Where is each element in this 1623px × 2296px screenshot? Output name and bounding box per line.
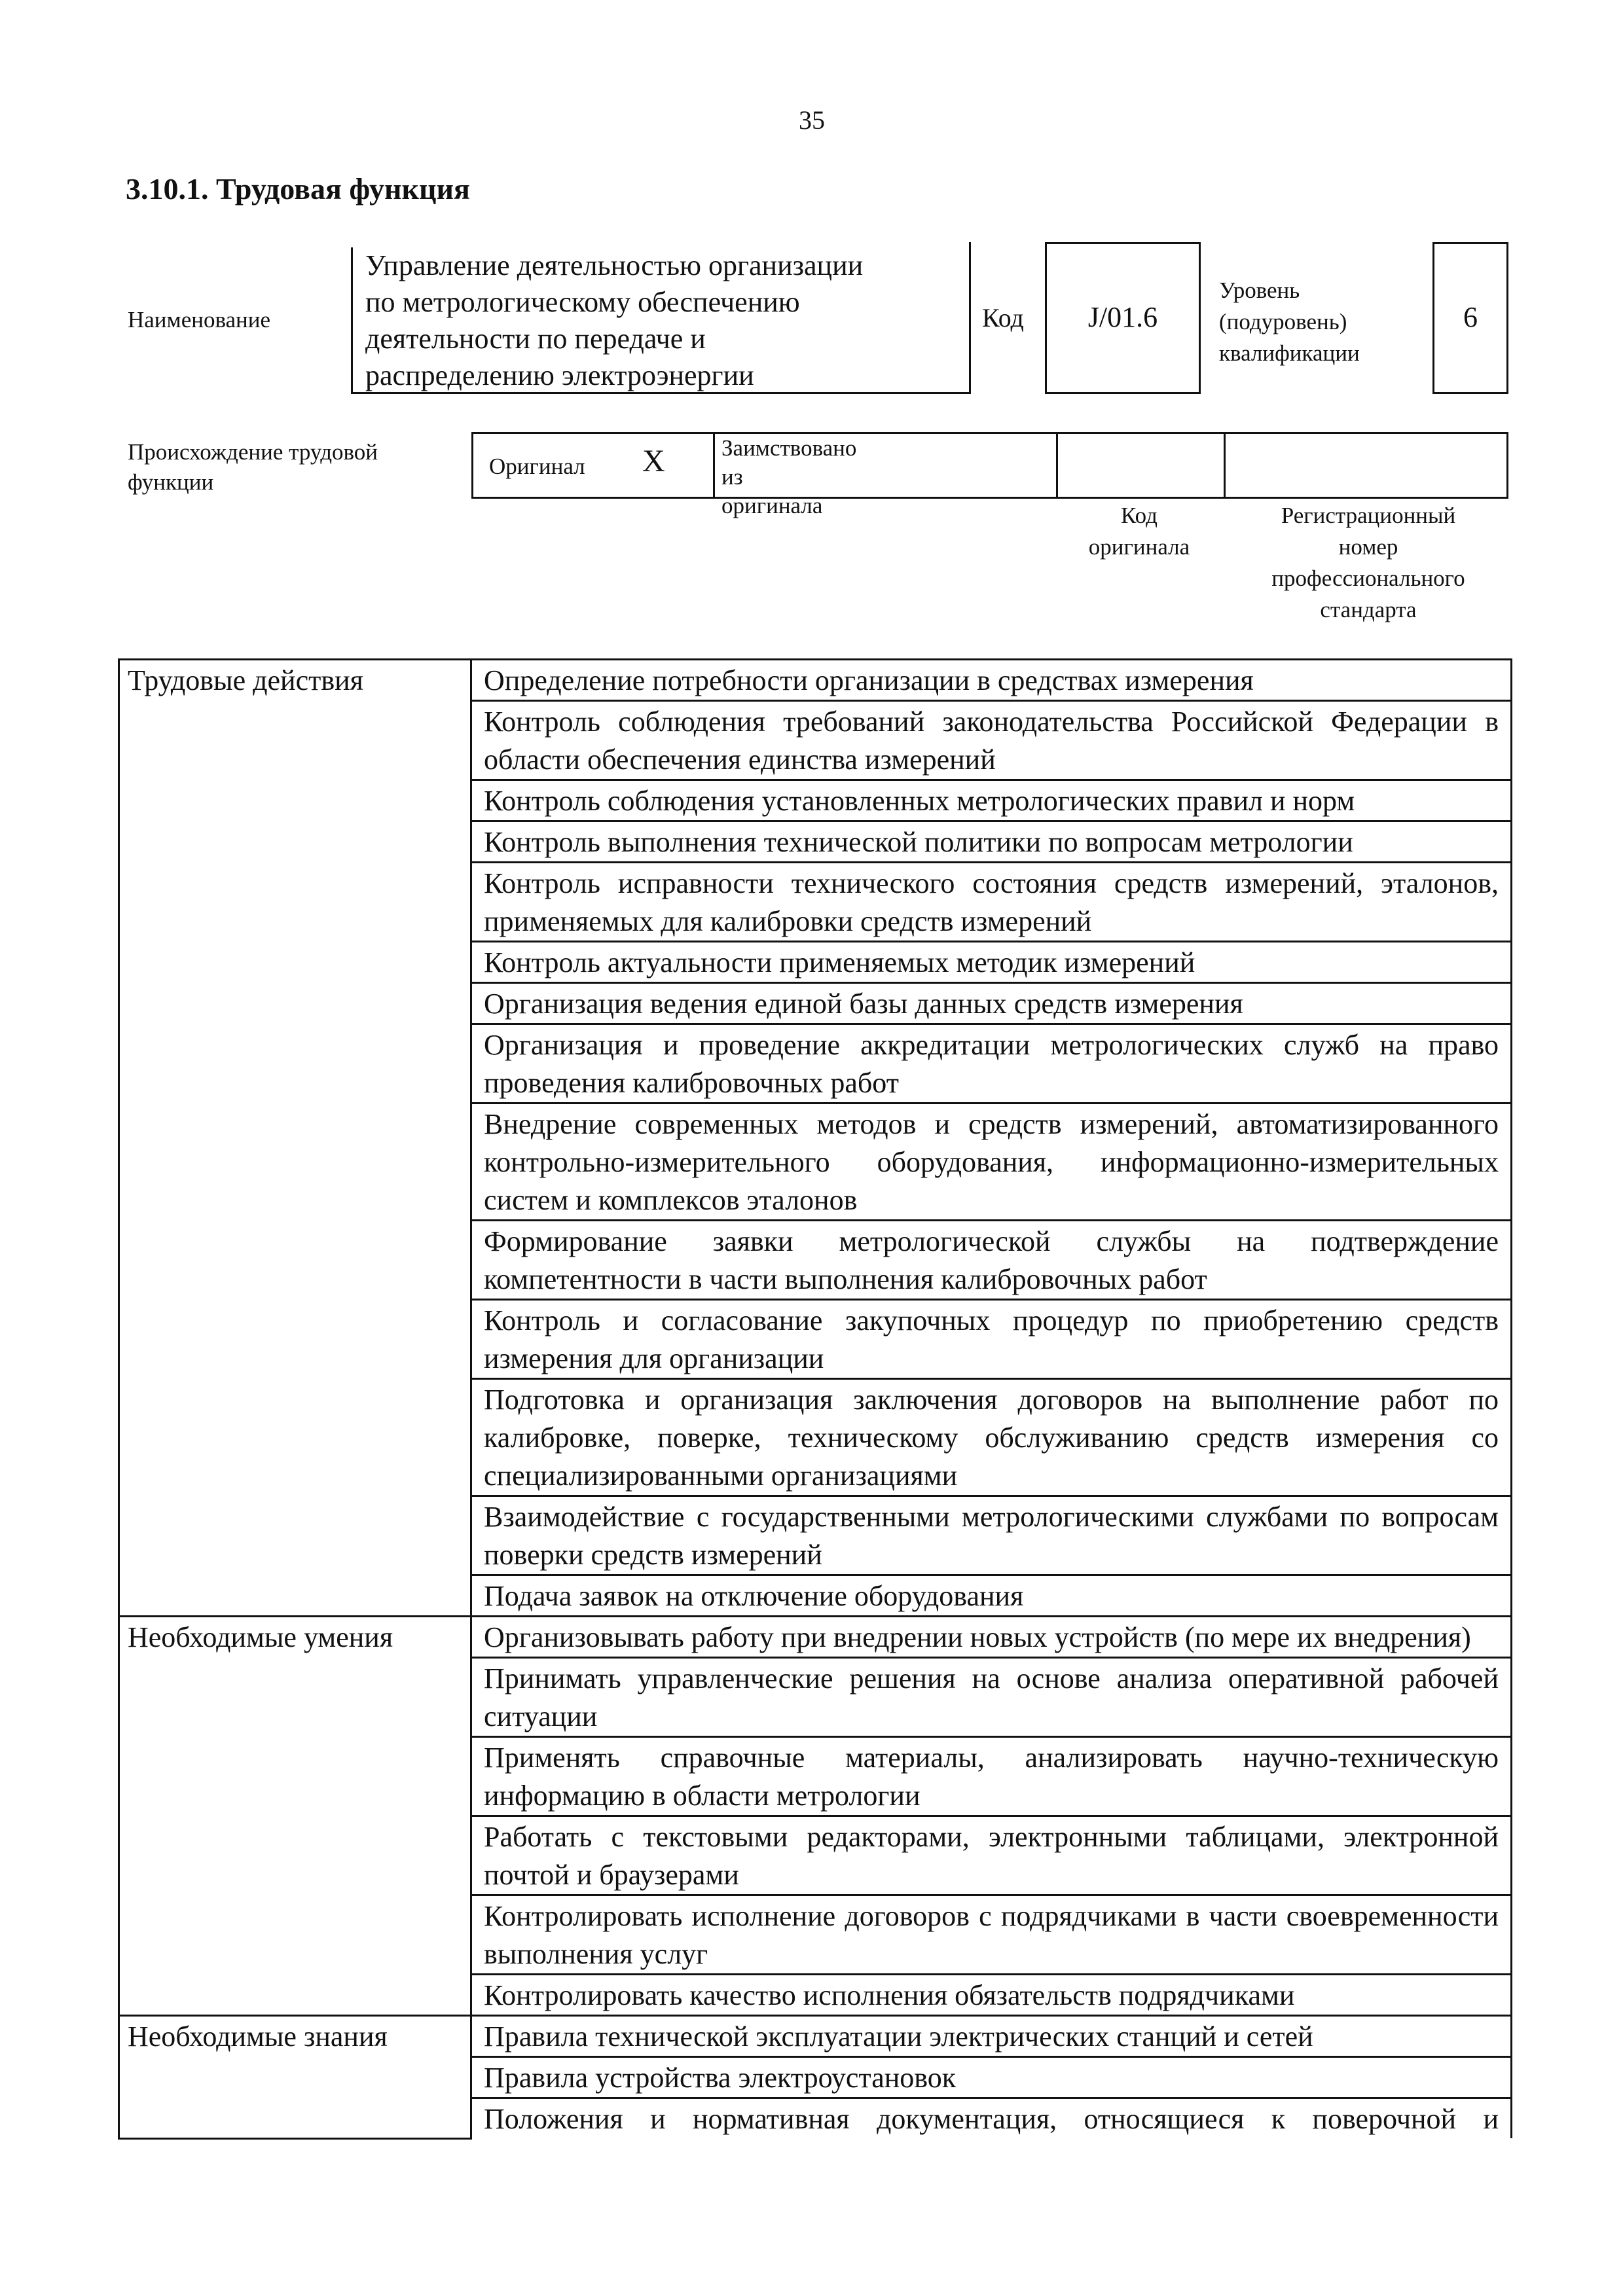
caption-line: стандарта	[1320, 597, 1417, 622]
table-cell: Организовывать работу при внедрении новых устройств (по мере их внедрения)	[471, 1617, 1512, 1658]
table-cell: Организация ведения единой базы данных средств измерения	[471, 983, 1512, 1024]
caption-line: Код	[1121, 503, 1158, 528]
level-label-line: Уровень	[1219, 278, 1300, 303]
origin-label	[128, 437, 378, 497]
borrowed-label	[721, 434, 856, 520]
level-value: 6	[1463, 301, 1478, 333]
function-name-line: Управление деятельностью организации	[365, 249, 864, 281]
table-row	[119, 2016, 1512, 2057]
function-name-box	[351, 242, 971, 394]
original-code-caption	[1054, 500, 1224, 563]
borrowed-label-line: Заимствовано из	[721, 435, 857, 490]
original-label: Оригинал	[489, 454, 585, 479]
table-row	[119, 660, 1512, 701]
qualification-level-label	[1219, 275, 1360, 369]
group-title-required-knowledge: Необходимые знания	[119, 2016, 471, 2139]
table-cell: Контроль и согласование закупочных процедур по приобретению средств измерения для организации	[471, 1300, 1512, 1379]
table-cell: Положения и нормативная документация, относящиеся к поверочной и	[471, 2098, 1512, 2139]
table-cell: Определение потребности организации в средствах измерения	[471, 660, 1512, 701]
code-value: J/01.6	[1087, 301, 1158, 333]
table-cell: Контроль соблюдения требований законодательства Российской Федерации в области обеспечения единства измерений	[471, 701, 1512, 780]
table-cell: Внедрение современных методов и средств измерений, автоматизированного контрольно-измерительного оборудования, информационно-измерительных систем и комплексов эталонов	[471, 1103, 1512, 1221]
table-cell: Формирование заявки метрологической службы на подтверждение компетентности в части выполнения калибровочных работ	[471, 1221, 1512, 1300]
code-label: Код	[982, 303, 1024, 332]
table-cell: Правила технической эксплуатации электрических станций и сетей	[471, 2016, 1512, 2057]
registration-number-cell	[1224, 434, 1226, 497]
function-name-line: деятельности по передаче и	[365, 323, 706, 355]
function-name-text	[365, 247, 863, 394]
table-cell: Контролировать исполнение договоров с подрядчиками в части своевременности выполнения услуг	[471, 1895, 1512, 1975]
caption-line: номер	[1338, 534, 1398, 560]
table-cell: Контроль выполнения технической политики по вопросам метрологии	[471, 821, 1512, 863]
group-title-labor-actions: Трудовые действия	[119, 660, 471, 1617]
table-cell: Организация и проведение аккредитации метрологических служб на право проведения калибровочных работ	[471, 1024, 1512, 1103]
code-box	[1045, 242, 1201, 394]
table-cell: Контроль исправности технического состояния средств измерений, эталонов, применяемых для калибровки средств измерений	[471, 863, 1512, 942]
caption-line: профессионального	[1271, 565, 1465, 591]
original-mark: X	[642, 444, 665, 478]
function-name-line: по метрологическому обеспечению	[365, 286, 800, 318]
table-cell: Контроль актуальности применяемых методик измерений	[471, 942, 1512, 983]
labor-function-table	[118, 658, 1512, 2140]
borrowed-label-line: оригинала	[721, 493, 823, 518]
caption-line: Регистрационный	[1281, 503, 1456, 528]
table-cell: Взаимодействие с государственными метрологическими службами по вопросам поверки средств измерений	[471, 1496, 1512, 1575]
level-label-line: квалификации	[1219, 340, 1360, 366]
table-cell: Правила устройства электроустановок	[471, 2057, 1512, 2098]
origin-label-line: функции	[128, 469, 214, 495]
page-number: 35	[799, 105, 825, 135]
registration-number-caption	[1231, 500, 1506, 626]
original-code-cell	[1056, 434, 1058, 497]
name-label: Наименование	[128, 307, 271, 332]
table-row	[119, 1617, 1512, 1658]
caption-line: оригинала	[1088, 534, 1190, 560]
group-title-required-skills: Необходимые умения	[119, 1617, 471, 2016]
table-cell: Контроль соблюдения установленных метрологических правил и норм	[471, 780, 1512, 821]
table-cell: Контролировать качество исполнения обязательств подрядчиками	[471, 1975, 1512, 2016]
level-label-line: (подуровень)	[1219, 309, 1347, 334]
section-title: 3.10.1. Трудовая функция	[126, 172, 470, 206]
borrowed-cell	[713, 434, 857, 518]
table-cell: Работать с текстовыми редакторами, электронными таблицами, электронной почтой и браузерами	[471, 1816, 1512, 1895]
table-cell: Применять справочные материалы, анализировать научно-техническую информацию в области метрологии	[471, 1737, 1512, 1816]
table-cell: Принимать управленческие решения на основе анализа оперативной рабочей ситуации	[471, 1658, 1512, 1737]
level-box	[1432, 242, 1508, 394]
table-cell: Подача заявок на отключение оборудования	[471, 1575, 1512, 1617]
origin-label-line: Происхождение трудовой	[128, 439, 378, 465]
table-cell: Подготовка и организация заключения договоров на выполнение работ по калибровке, поверке, техническому обслуживанию средств измерения со специализированными организациями	[471, 1379, 1512, 1496]
function-name-line: распределению электроэнергии	[365, 359, 754, 391]
